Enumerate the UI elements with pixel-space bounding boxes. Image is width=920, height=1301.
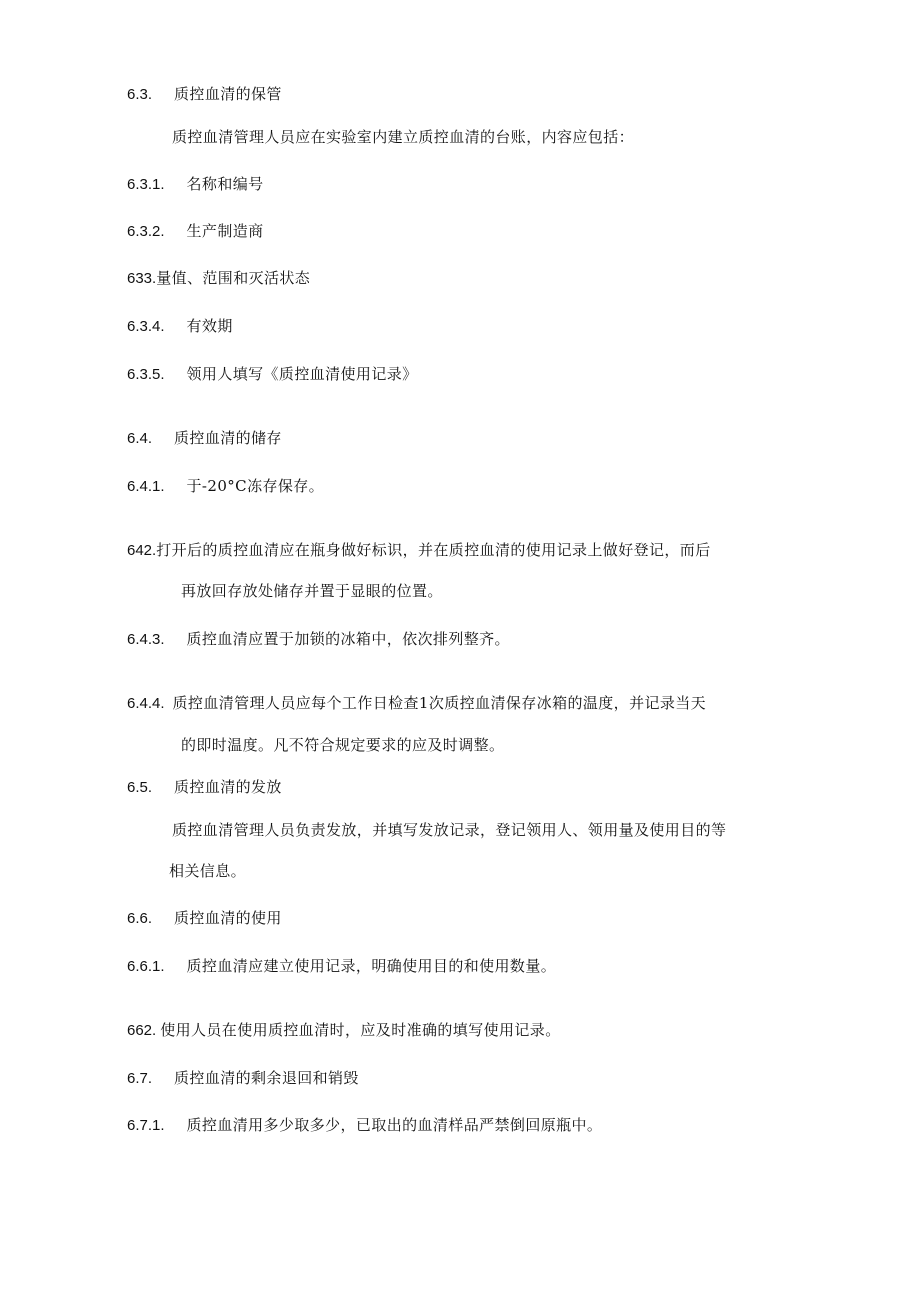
section-6-6-heading [127,908,282,928]
section-number: 642. [127,542,157,559]
section-text: 领用人填写《质控血清使用记录》 [186,365,418,383]
paragraph-text: 相关信息。 [169,862,247,880]
item-6-7-1 [127,1115,602,1135]
section-text: 质控血清管理人员应每个工作日检查1次质控血清保存冰箱的温度，并记录当天 [172,694,707,712]
section-6-5-heading [127,777,282,797]
section-number: 6.4.4. [127,695,165,712]
section-text: 质控血清的保管 [174,85,282,103]
section-text: 质控血清的发放 [174,778,282,796]
section-6-7-heading [127,1068,359,1088]
item-6-4-4 [127,693,706,713]
item-6-3-2 [127,221,264,241]
item-6-4-2-continued [181,581,443,601]
section-number: 6.4.1. [127,478,165,495]
section-number: 6.7.1. [127,1117,165,1134]
section-text: 打开后的质控血清应在瓶身做好标识，并在质控血清的使用记录上做好登记，而后 [156,541,711,559]
item-6-4-4-continued [181,735,504,755]
paragraph-text: 质控血清管理人员负责发放，并填写发放记录，登记领用人、领用量及使用目的等 [172,821,727,839]
section-number: 6.3.2. [127,223,165,240]
section-number: 633. [127,270,157,287]
section-text: 有效期 [186,317,233,335]
paragraph-distribution-continued [169,861,246,881]
section-number: 662. [127,1022,157,1039]
section-text: 使用人员在使用质控血清时，应及时准确的填写使用记录。 [160,1021,561,1039]
section-number: 6.4. [127,430,153,447]
paragraph-text: 的即时温度。凡不符合规定要求的应及时调整。 [181,736,505,754]
section-text: 质控血清应置于加锁的冰箱中，依次排列整齐。 [186,630,510,648]
section-text: 于-20°C冻存保存。 [186,477,325,495]
item-6-6-1 [127,956,556,976]
section-number: 6.3.1. [127,176,165,193]
section-text: 质控血清的使用 [174,909,282,927]
paragraph-ledger-intro [172,127,634,147]
item-6-3-5 [127,364,418,384]
section-number: 6.7. [127,1070,153,1087]
item-6-3-4 [127,316,233,336]
section-text: 量值、范围和灭活状态 [156,269,311,287]
section-number: 6.4.3. [127,631,165,648]
section-6-3-heading [127,84,282,104]
item-6-6-2 [127,1020,561,1040]
section-6-4-heading [127,428,282,448]
section-number: 6.5. [127,779,153,796]
item-6-3-1 [127,174,264,194]
section-text: 名称和编号 [186,175,264,193]
section-text: 质控血清应建立使用记录，明确使用目的和使用数量。 [186,957,557,975]
paragraph-text: 质控血清管理人员应在实验室内建立质控血清的台账，内容应包括： [172,128,635,146]
section-text: 质控血清用多少取多少，已取出的血清样品严禁倒回原瓶中。 [186,1116,603,1134]
section-text: 质控血清的储存 [174,429,282,447]
item-6-4-3 [127,629,510,649]
item-6-4-2 [127,540,711,560]
paragraph-text: 再放回存放处储存并置于显眼的位置。 [181,582,443,600]
section-number: 6.3. [127,86,153,103]
paragraph-distribution [172,820,726,840]
section-text: 质控血清的剩余退回和销毁 [174,1069,359,1087]
section-text: 生产制造商 [186,222,264,240]
item-6-4-1 [127,476,324,496]
section-number: 6.6.1. [127,958,165,975]
section-number: 6.6. [127,910,153,927]
section-number: 6.3.4. [127,318,165,335]
item-6-3-3 [127,268,310,288]
section-number: 6.3.5. [127,366,165,383]
